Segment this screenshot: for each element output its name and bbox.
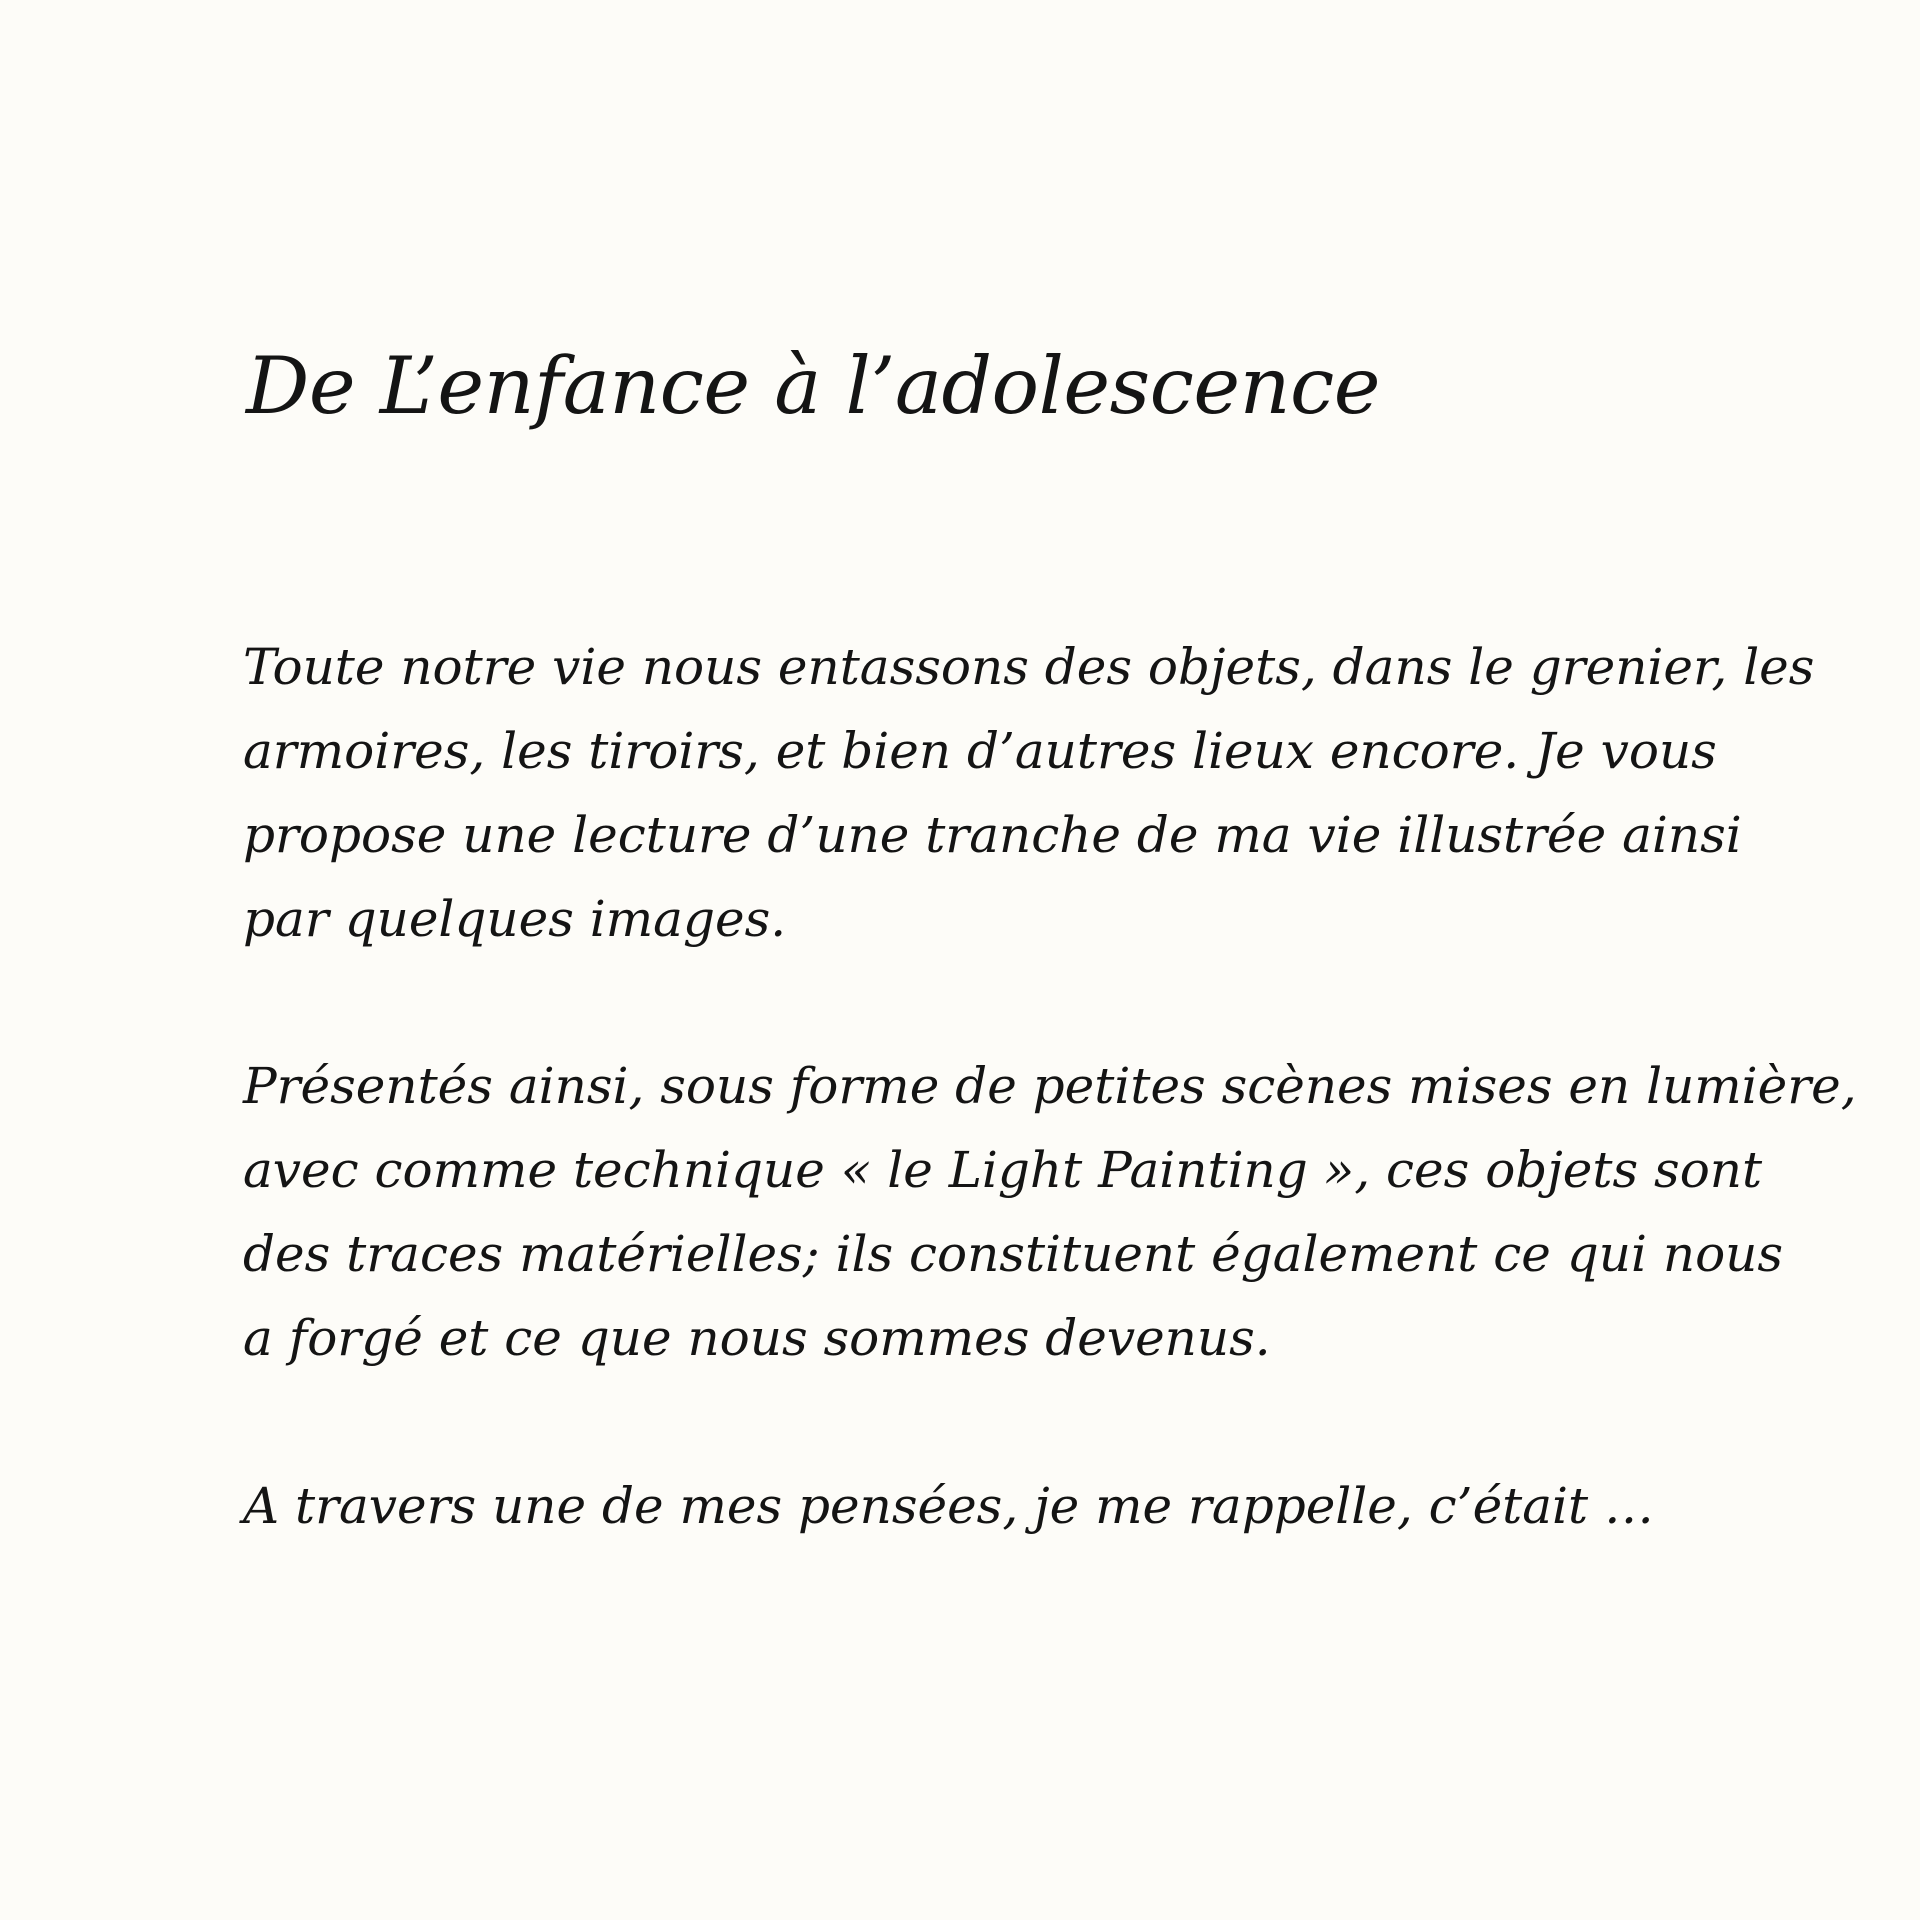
paragraph-technique	[243, 1044, 1857, 1380]
paragraph-line: propose une lecture d’une tranche de ma vie illustrée ainsi	[243, 806, 1742, 864]
paragraph-line: A travers une de mes pensées, je me rappelle, c’était …	[243, 1477, 1655, 1535]
page-title: De L’enfance à l’adolescence	[246, 340, 1381, 432]
paragraph-line: a forgé et ce que nous sommes devenus.	[243, 1309, 1271, 1367]
paragraph-line: des traces matérielles; ils constituent également ce qui nous	[243, 1225, 1784, 1283]
paragraph-closing	[243, 1464, 1763, 1548]
paragraph-line: avec comme technique « le Light Painting », ces objets sont	[243, 1141, 1763, 1199]
paragraph-line: Toute notre vie nous entassons des objets, dans le grenier, les	[243, 638, 1815, 696]
paragraph-intro	[243, 625, 1815, 961]
paragraph-line: par quelques images.	[243, 890, 787, 948]
paragraph-line: armoires, les tiroirs, et bien d’autres lieux encore. Je vous	[243, 722, 1717, 780]
paragraph-line: Présentés ainsi, sous forme de petites scènes mises en lumière,	[243, 1057, 1857, 1115]
